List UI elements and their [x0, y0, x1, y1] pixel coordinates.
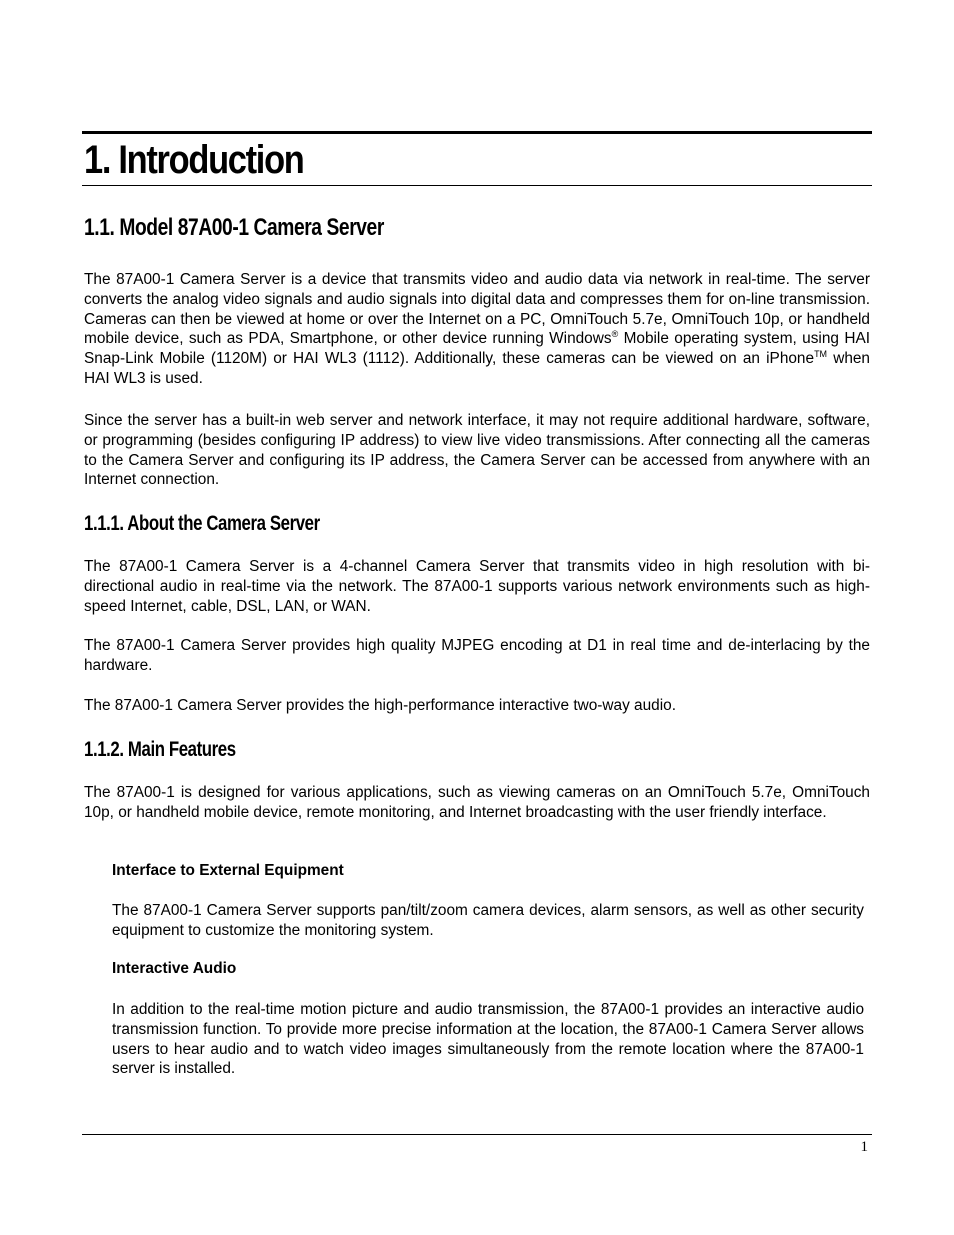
feature-title-interactive-audio: Interactive Audio	[112, 960, 237, 977]
feature-title-external-equipment: Interface to External Equipment	[112, 862, 344, 879]
paragraph-features: The 87A00-1 is designed for various applications, such as viewing cameras on an OmniTouch 5.7e, OmniTouch 10p, or handheld mobile device, remote monitoring, and Internet broadcasting with the user friendly interface.	[84, 784, 870, 821]
paragraph-intro: The 87A00-1 Camera Server is a device that transmits video and audio data via network in real-time. The server converts the analog video signals and audio signals into digital data and compresses them for on-line transmission. Cameras can then be viewed at home or over the Internet on a PC, OmniTouch 5.7e, OmniTouch 10p, or handheld mobile device, such as PDA, Smartphone, or other device running Windows® Mobile operating system, using HAI Snap-Link Mobile (1120M) or HAI WL3 (1112). Additionally, these cameras can be viewed on an iPhone™ when HAI WL3 is used.	[84, 271, 870, 387]
page-number: 1	[860, 1139, 868, 1155]
paragraph-about-2: The 87A00-1 Camera Server provides high quality MJPEG encoding at D1 in real time and de-interlacing by the hardware.	[84, 637, 870, 674]
paragraph-web-server: Since the server has a built-in web server and network interface, it may not require additional hardware, software, or programming (besides configuring IP address) to view live video transmissions. After connecting all the cameras to the Camera Server and configuring its IP address, the Camera Server can be accessed from anywhere with an Internet connection.	[84, 412, 870, 489]
registered-mark: ®	[611, 329, 619, 340]
footer-rule	[82, 1134, 872, 1135]
paragraph-about-3: The 87A00-1 Camera Server provides the high-performance interactive two-way audio.	[84, 697, 676, 714]
trademark-mark: TM	[814, 349, 828, 360]
top-rule	[82, 131, 872, 134]
feature-text-interactive-audio: In addition to the real-time motion picture and audio transmission, the 87A00-1 provides an interactive audio transmission function. To provide more precise information at the location, the 87A00-1 Camera Server allows users to hear audio and to watch video images simultaneously from the remote location where the 87A00-1 server is installed.	[112, 1001, 864, 1078]
paragraph-about-1: The 87A00-1 Camera Server is a 4-channel Camera Server that transmits video in high resolution with bi-directional audio in real-time via the network. The 87A00-1 supports various network environments such as high-speed Internet, cable, DSL, LAN, or WAN.	[84, 558, 870, 615]
chapter-heading: 1. Introduction	[84, 138, 304, 182]
section-heading-1-1-1: 1.1.1. About the Camera Server	[84, 512, 320, 535]
section-heading-1-1-2: 1.1.2. Main Features	[84, 738, 236, 761]
section-heading-1-1: 1.1. Model 87A00-1 Camera Server	[84, 214, 384, 241]
heading-underline	[82, 185, 872, 186]
feature-text-external-equipment: The 87A00-1 Camera Server supports pan/tilt/zoom camera devices, alarm sensors, as well as other security equipment to customize the monitoring system.	[112, 902, 864, 939]
